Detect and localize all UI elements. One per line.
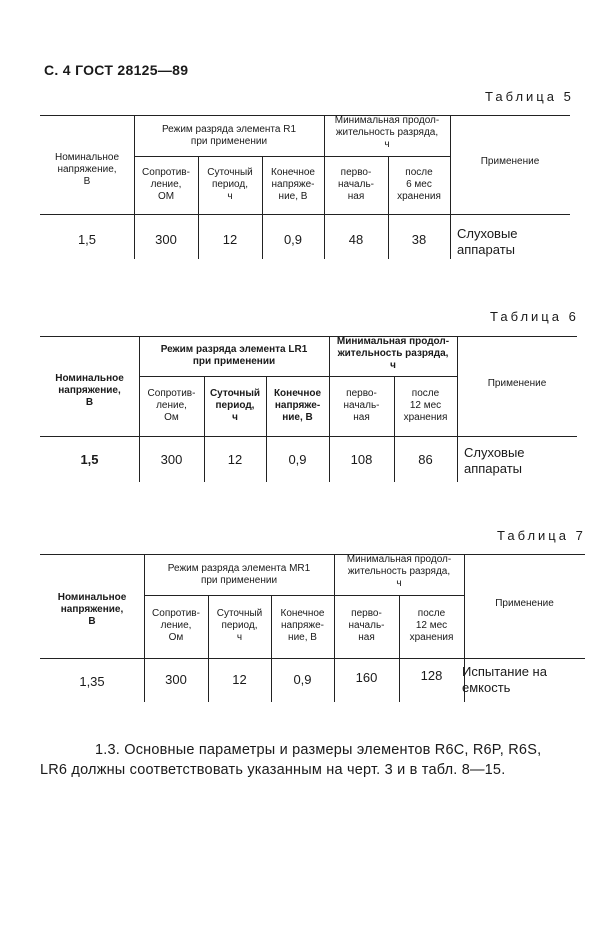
paragraph-1-3 [40, 741, 595, 780]
cell-after-storage: 38 [411, 232, 427, 248]
header-nominal-voltage: Номинальное напряжение, В [54, 152, 120, 187]
header-initial: перво- началь- ная [337, 167, 374, 202]
header-resistance: Сопротив- ление, Ом [147, 388, 196, 423]
header-application: Применение [487, 378, 547, 389]
header-daily-period: Суточный период, ч [209, 388, 261, 423]
header-after-storage: после 12 мес хранения [409, 608, 454, 643]
header-discharge-mode: Режим разряда элемента MR1 при применении [167, 563, 311, 586]
header-min-duration: Минимальная продол- жительность разряда, ч [334, 115, 440, 150]
cell-initial: 160 [355, 670, 378, 686]
cell-nominal: 1,5 [77, 232, 97, 248]
cell-resistance: 300 [165, 672, 187, 688]
header-min-duration: Минимальная продол- жительность разряда, ч [346, 554, 452, 589]
header-discharge-mode: Режим разряда элемента LR1 при применении [160, 344, 308, 367]
cell-final-voltage: 0,9 [283, 232, 303, 248]
header-final-voltage: Конечное напряже- ние, В [280, 608, 325, 643]
header-initial: перво- началь- ная [348, 608, 385, 643]
table-caption: Таблица 5 [485, 89, 574, 104]
header-daily-period: Суточный период, ч [207, 167, 253, 202]
cell-nominal: 1,5 [80, 452, 99, 468]
cell-after-storage: 86 [418, 452, 433, 468]
header-nominal-voltage: Номинальное напряжение, В [55, 373, 124, 408]
header-final-voltage: Конечное напряже- ние, В [273, 388, 322, 423]
header-final-voltage: Конечное напряже- ние, В [271, 167, 315, 202]
cell-initial: 48 [348, 232, 364, 248]
header-nominal-voltage: Номинальное напряжение, В [57, 592, 127, 627]
cell-final-voltage: 0,9 [288, 452, 307, 468]
cell-after-storage: 128 [420, 668, 443, 684]
header-application: Применение [495, 598, 554, 609]
paragraph-line-2: LR6 должны соответствовать указанным на черт. 3 и в табл. 8—15. [40, 761, 506, 778]
header-resistance: Сопротив- ление, Ом [152, 608, 200, 643]
header-min-duration: Минимальная продол- жительность разряда, ч [336, 336, 450, 371]
cell-application: Слуховые аппараты [457, 226, 518, 257]
header-application: Применение [480, 156, 540, 167]
page-header: С. 4 ГОСТ 28125—89 [44, 62, 189, 78]
cell-nominal: 1,35 [79, 674, 105, 690]
cell-application: Испытание на емкость [462, 664, 547, 695]
paragraph-line-1: 1.3. Основные параметры и размеры элементов R6C, R6P, R6S, [95, 742, 542, 758]
header-after-storage: после 12 мес хранения [403, 388, 448, 423]
cell-period: 12 [222, 232, 238, 248]
header-discharge-mode: Режим разряда элемента R1 при применении [161, 124, 297, 147]
header-initial: перво- началь- ная [343, 388, 380, 423]
cell-period: 12 [232, 672, 247, 688]
cell-resistance: 300 [155, 232, 177, 248]
header-resistance: Сопротив- ление, ОМ [142, 167, 190, 202]
cell-application: Слуховые аппараты [464, 445, 525, 476]
table-caption: Таблица 6 [490, 309, 579, 324]
cell-initial: 108 [350, 452, 373, 468]
table-caption: Таблица 7 [497, 528, 586, 543]
header-after-storage: после 6 мес хранения [397, 167, 441, 202]
header-daily-period: Суточный период, ч [216, 608, 263, 643]
cell-period: 12 [227, 452, 243, 468]
cell-resistance: 300 [160, 452, 183, 468]
cell-final-voltage: 0,9 [293, 672, 312, 688]
